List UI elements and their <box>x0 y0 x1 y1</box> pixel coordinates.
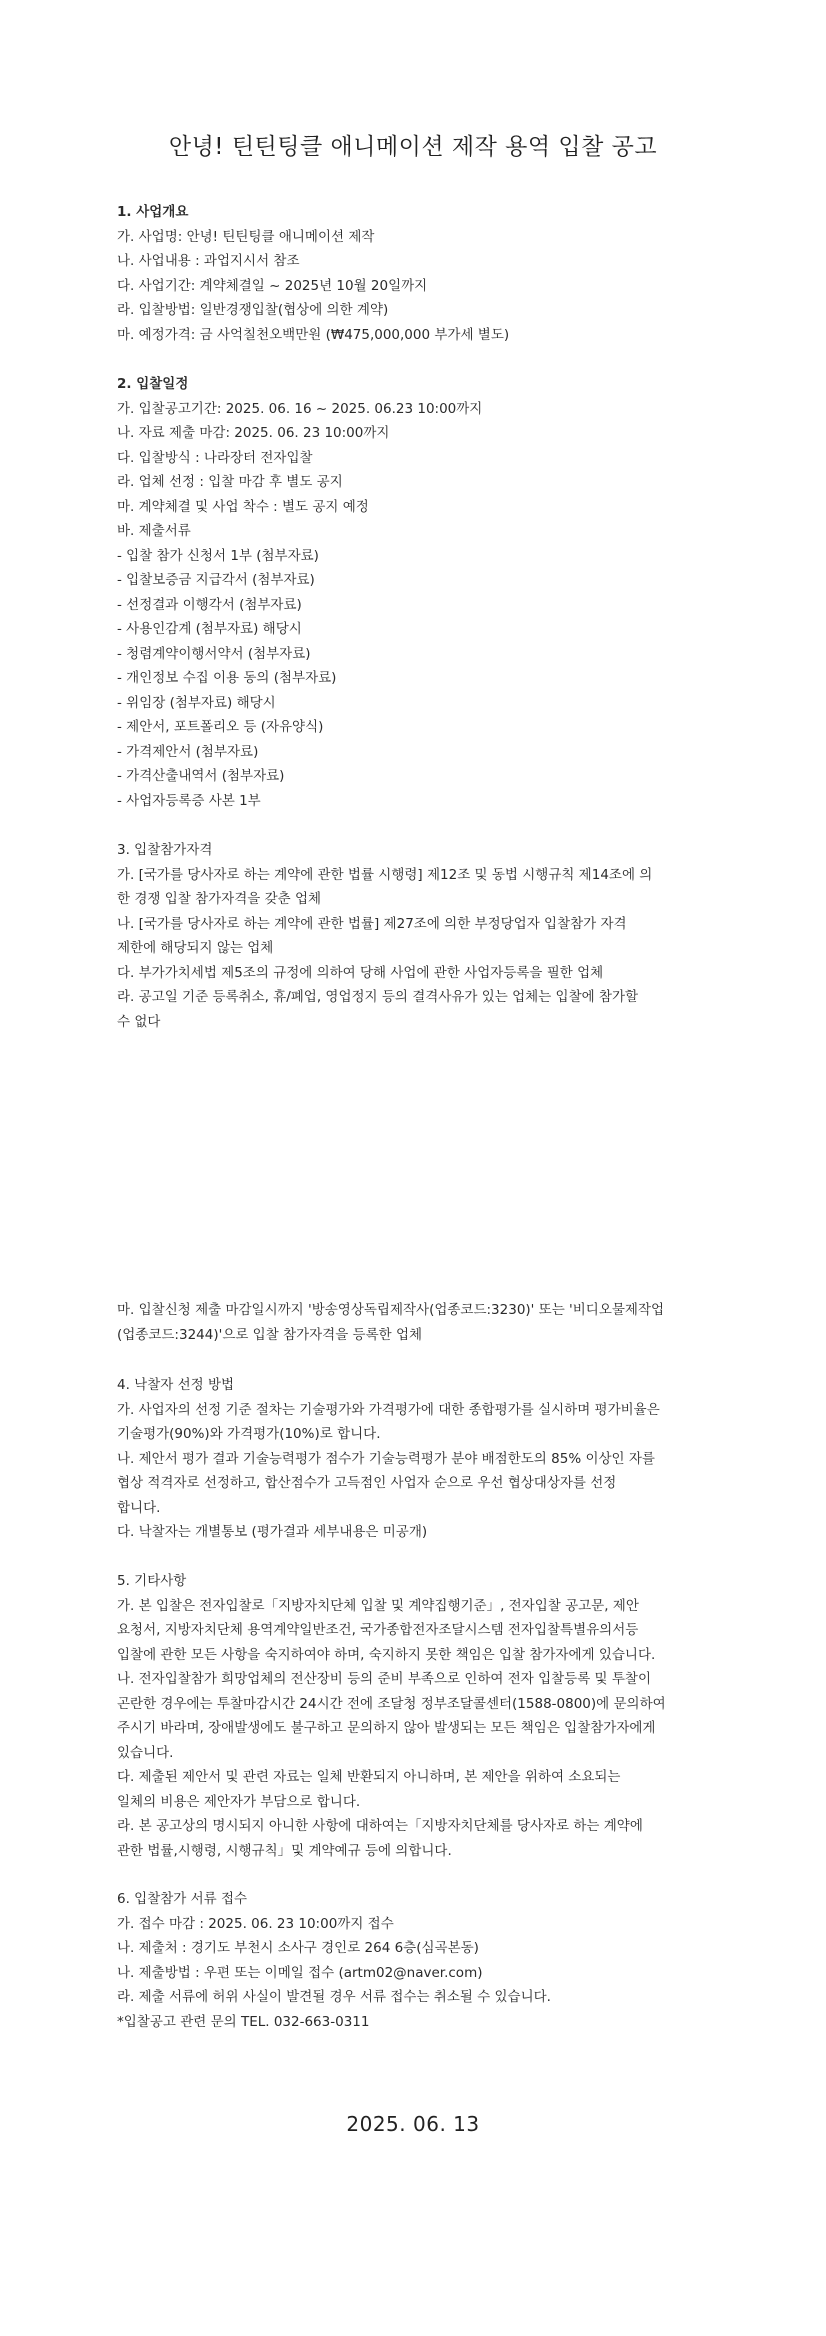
section-line: 나. 사업내용 : 과업지시서 참조 <box>117 253 300 269</box>
section-line: 입찰에 관한 모든 사항을 숙지하여야 하며, 숙지하지 못한 책임은 입찰 참가자에게 있습니다. <box>117 1646 656 1663</box>
section-misc <box>117 1569 717 1863</box>
section-line: 협상 적격자로 선정하고, 합산점수가 고득점인 사업자 순으로 우선 협상대상자를 선정 <box>117 1475 617 1491</box>
section-line: 라. 제출 서류에 허위 사실이 발견될 경우 서류 접수는 취소될 수 있습니다. <box>117 1989 551 2005</box>
section-selection <box>117 1373 717 1545</box>
section-eligibility-continued <box>117 1298 717 1347</box>
section-line: 가. 접수 마감 : 2025. 06. 23 10:00까지 접수 <box>117 1915 394 1932</box>
section-line: 마. 입찰신청 제출 마감일시까지 '방송영상독립제작사(업종코드:3230)' 또는 '비디오물제작업 <box>117 1302 665 1318</box>
notice-date: 2025. 06. 13 <box>346 2112 480 2136</box>
contact-line: *입찰공고 관련 문의 TEL. 032-663-0311 <box>117 2013 370 2030</box>
section-line: 라. 공고일 기준 등록취소, 휴/폐업, 영업정지 등의 결격사유가 있는 업체는 입찰에 참가할 <box>117 989 639 1005</box>
section-line: 다. 부가가치세법 제5조의 규정에 의하여 당해 사업에 관한 사업자등록을 필한 업체 <box>117 964 604 981</box>
section-line: 다. 제출된 제안서 및 관련 자료는 일체 반환되지 아니하며, 본 제안을 위하여 소요되는 <box>117 1769 621 1785</box>
section-line: 기술평가(90%)와 가격평가(10%)로 합니다. <box>117 1426 381 1442</box>
section-line: 가. 사업자의 선정 기준 절차는 기술평가와 가격평가에 대한 종합평가를 실시하며 평가비율은 <box>117 1401 660 1418</box>
section-line: 바. 제출서류 <box>117 523 191 539</box>
section-line: 나. 전자입찰참가 희망업체의 전산장비 등의 준비 부족으로 인하여 전자 입찰등록 및 투찰이 <box>117 1671 652 1687</box>
section-line: 관한 법률,시행령, 시행규칙」및 계약예규 등에 의합니다. <box>117 1842 452 1859</box>
section-line: 라. 입찰방법: 일반경쟁입찰(협상에 의한 계약) <box>117 302 389 318</box>
section-line: 합니다. <box>117 1499 161 1516</box>
section-line: 나. [국가를 당사자로 하는 계약에 관한 법률] 제27조에 의한 부정당업자 입찰참가 자격 <box>117 915 627 932</box>
section-line: 수 없다 <box>117 1013 161 1030</box>
section-heading: 5. 기타사항 <box>117 1573 187 1589</box>
section-line: 곤란한 경우에는 투찰마감시간 24시간 전에 조달청 정부조달콜센터(1588-0800)에 문의하여 <box>117 1695 666 1712</box>
section-line: 주시기 바라며, 장애발생에도 불구하고 문의하지 않아 발생되는 모든 책임은 입찰참가자에게 <box>117 1720 656 1736</box>
page-title: 안녕! 틴틴팅클 애니메이션 제작 용역 입찰 공고 <box>168 134 658 160</box>
section-line: 가. 본 입찰은 전자입찰로「지방자치단체 입찰 및 계약집행기준」, 전자입찰 공고문, 제안 <box>117 1597 639 1614</box>
section-line: 다. 사업기간: 계약체결일 ~ 2025년 10월 20일까지 <box>117 277 428 294</box>
section-eligibility <box>117 838 717 1034</box>
section-line: 다. 입찰방식 : 나라장터 전자입찰 <box>117 449 313 466</box>
section-line: 나. 제출방법 : 우편 또는 이메일 접수 (artm02@naver.com) <box>117 1964 483 1981</box>
section-heading: 6. 입찰참가 서류 접수 <box>117 1891 248 1907</box>
document-item: - 제안서, 포트폴리오 등 (자유양식) <box>117 719 324 735</box>
section-line: 가. 입찰공고기간: 2025. 06. 16 ~ 2025. 06.23 10:00까지 <box>117 400 483 417</box>
section-line: 가. 사업명: 안녕! 틴틴팅클 애니메이션 제작 <box>117 228 375 245</box>
section-heading: 4. 낙찰자 선정 방법 <box>117 1377 235 1393</box>
section-overview <box>117 200 717 347</box>
section-submission <box>117 1887 717 2034</box>
section-schedule <box>117 372 717 813</box>
section-heading: 1. 사업개요 <box>117 204 189 220</box>
section-line: 나. 제안서 평가 결과 기술능력평가 점수가 기술능력평가 분야 배점한도의 85% 이상인 자를 <box>117 1450 655 1467</box>
document-item: - 개인정보 수집 이용 동의 (첨부자료) <box>117 670 337 686</box>
section-heading: 2. 입찰일정 <box>117 376 189 392</box>
section-line: 일체의 비용은 제안자가 부담으로 합니다. <box>117 1793 361 1810</box>
document-item: - 가격산출내역서 (첨부자료) <box>117 768 285 784</box>
section-line: 있습니다. <box>117 1744 174 1761</box>
document-item: - 사용인감계 (첨부자료) 해당시 <box>117 621 302 637</box>
document-item: - 입찰보증금 지급각서 (첨부자료) <box>117 572 315 588</box>
section-line: 한 경쟁 입찰 참가자격을 갖춘 업체 <box>117 891 322 907</box>
section-heading: 3. 입찰참가자격 <box>117 842 213 858</box>
section-line: 마. 예정가격: 금 사억칠천오백만원 (₩475,000,000 부가세 별도) <box>117 326 510 343</box>
section-line: 요청서, 지방자치단체 용역계약일반조건, 국가종합전자조달시스템 전자입찰특별유의서등 <box>117 1622 639 1638</box>
section-line: 라. 업체 선정 : 입찰 마감 후 별도 공지 <box>117 474 343 490</box>
section-line: 다. 낙찰자는 개별통보 (평가결과 세부내용은 미공개) <box>117 1524 428 1540</box>
document-item: - 가격제안서 (첨부자료) <box>117 743 259 760</box>
document-item: - 입찰 참가 신청서 1부 (첨부자료) <box>117 547 319 564</box>
section-line: 마. 계약체결 및 사업 착수 : 별도 공지 예정 <box>117 498 369 515</box>
section-line: 가. [국가를 당사자로 하는 계약에 관한 법률 시행령] 제12조 및 동법 시행규칙 제14조에 의 <box>117 866 653 883</box>
document-item: - 사업자등록증 사본 1부 <box>117 792 261 809</box>
document-item: - 위임장 (첨부자료) 해당시 <box>117 694 276 711</box>
section-line: 라. 본 공고상의 명시되지 아니한 사항에 대하여는「지방자치단체를 당사자로 하는 계약에 <box>117 1818 643 1834</box>
section-line: 나. 제출처 : 경기도 부천시 소사구 경인로 264 6층(심곡본동) <box>117 1940 479 1956</box>
document-item: - 청렴계약이행서약서 (첨부자료) <box>117 645 311 662</box>
section-line: 제한에 해당되지 않는 업체 <box>117 940 274 956</box>
document-item: - 선정결과 이행각서 (첨부자료) <box>117 596 302 613</box>
section-line: (업종코드:3244)'으로 입찰 참가자격을 등록한 업체 <box>117 1326 423 1343</box>
section-line: 나. 자료 제출 마감: 2025. 06. 23 10:00까지 <box>117 425 390 441</box>
